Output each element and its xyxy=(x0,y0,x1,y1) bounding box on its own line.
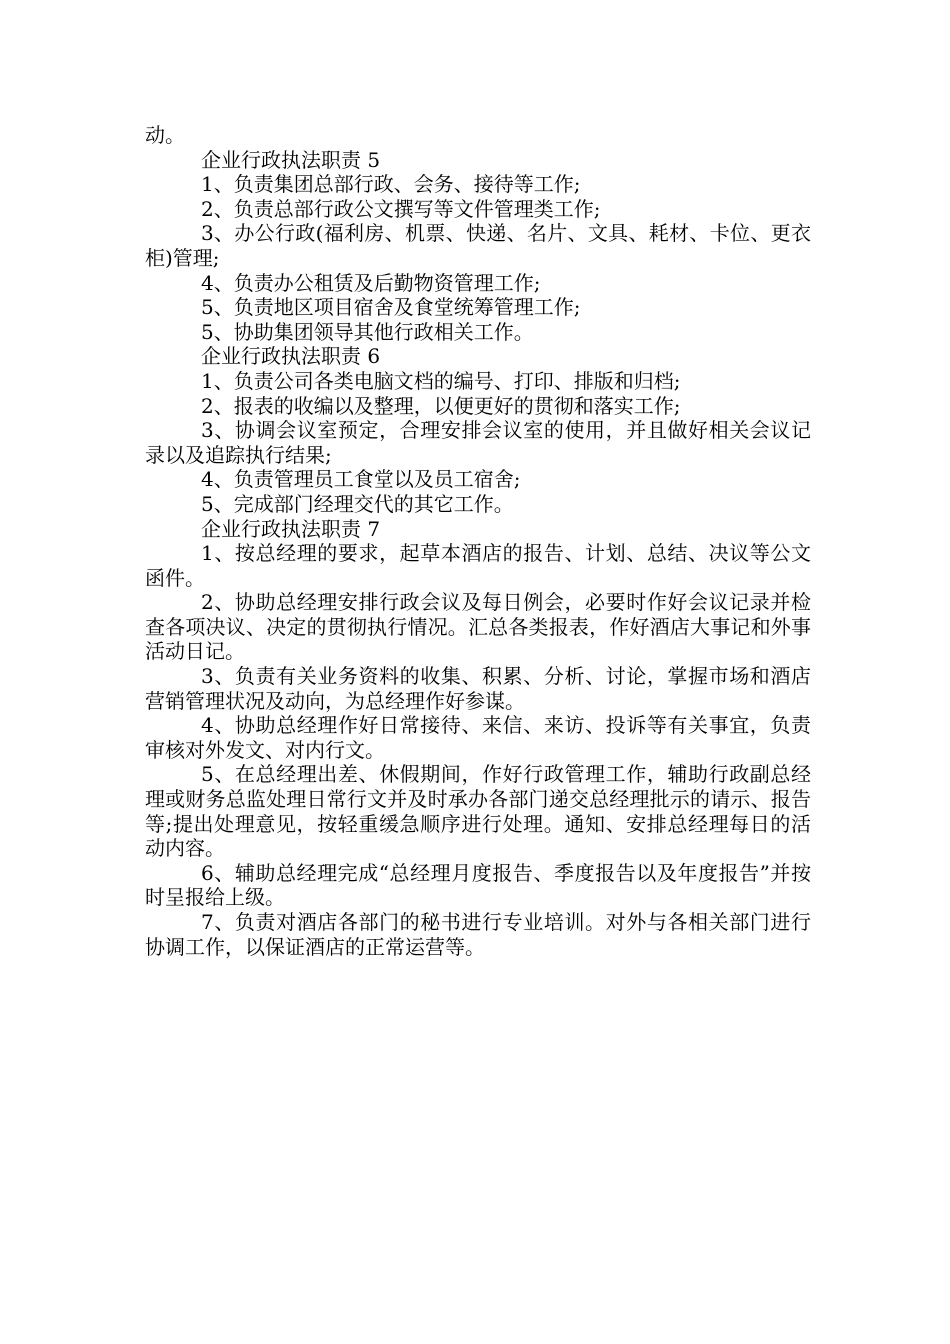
list-item: 6、辅助总经理完成“总经理月度报告、季度报告以及年度报告”并按时呈报给上级。 xyxy=(145,860,811,910)
list-item: 4、负责办公租赁及后勤物资管理工作; xyxy=(201,270,541,295)
list-item: 5、在总经理出差、休假期间，作好行政管理工作，辅助行政副总经理或财务总监处理日常行文并及时承办各部门递交总经理批示的请示、报告等;提出处理意见，按轻重缓急顺序进行处理。通知、安排总经理每日的活动内容。 xyxy=(145,762,811,861)
document-body xyxy=(145,123,811,959)
list-item: 1、负责集团总部行政、会务、接待等工作; xyxy=(201,172,581,197)
list-item: 3、负责有关业务资料的收集、积累、分析、讨论，掌握市场和酒店营销管理状况及动向，为总经理作好参谋。 xyxy=(145,664,811,713)
list-item: 5、完成部门经理交代的其它工作。 xyxy=(201,491,514,516)
list-item: 5、负责地区项目宿舍及食堂统筹管理工作; xyxy=(201,295,581,320)
list-item: 7、负责对酒店各部门的秘书进行专业培训。对外与各相关部门进行协调工作，以保证酒店的正常运营等。 xyxy=(145,910,811,959)
section-heading-7: 企业行政执法职责 7 xyxy=(201,516,381,541)
list-item: 4、负责管理员工食堂以及员工宿舍; xyxy=(201,467,521,492)
list-item: 4、协助总经理作好日常接待、来信、来访、投诉等有关事宜，负责审核对外发文、对内行文。 xyxy=(145,713,811,762)
list-item: 3、办公行政(福利房、机票、快递、名片、文具、耗材、卡位、更衣柜)管理; xyxy=(145,221,811,270)
list-item: 2、协助总经理安排行政会议及每日例会，必要时作好会议记录并检查各项决议、决定的贯彻执行情况。汇总各类报表，作好酒店大事记和外事活动日记。 xyxy=(145,590,811,664)
section-heading-5: 企业行政执法职责 5 xyxy=(201,147,381,172)
list-item: 3、协调会议室预定，合理安排会议室的使用，并且做好相关会议记录以及追踪执行结果; xyxy=(145,418,811,467)
list-item: 5、协助集团领导其他行政相关工作。 xyxy=(201,319,534,344)
section-heading-6: 企业行政执法职责 6 xyxy=(201,344,381,369)
paragraph-continuation: 动。 xyxy=(145,123,185,147)
list-item: 1、负责公司各类电脑文档的编号、打印、排版和归档; xyxy=(201,368,681,393)
list-item: 2、负责总部行政公文撰写等文件管理类工作; xyxy=(201,196,601,221)
list-item: 1、按总经理的要求，起草本酒店的报告、计划、总结、决议等公文函件。 xyxy=(145,541,811,590)
list-item: 2、报表的收编以及整理，以便更好的贯彻和落实工作; xyxy=(201,393,681,418)
